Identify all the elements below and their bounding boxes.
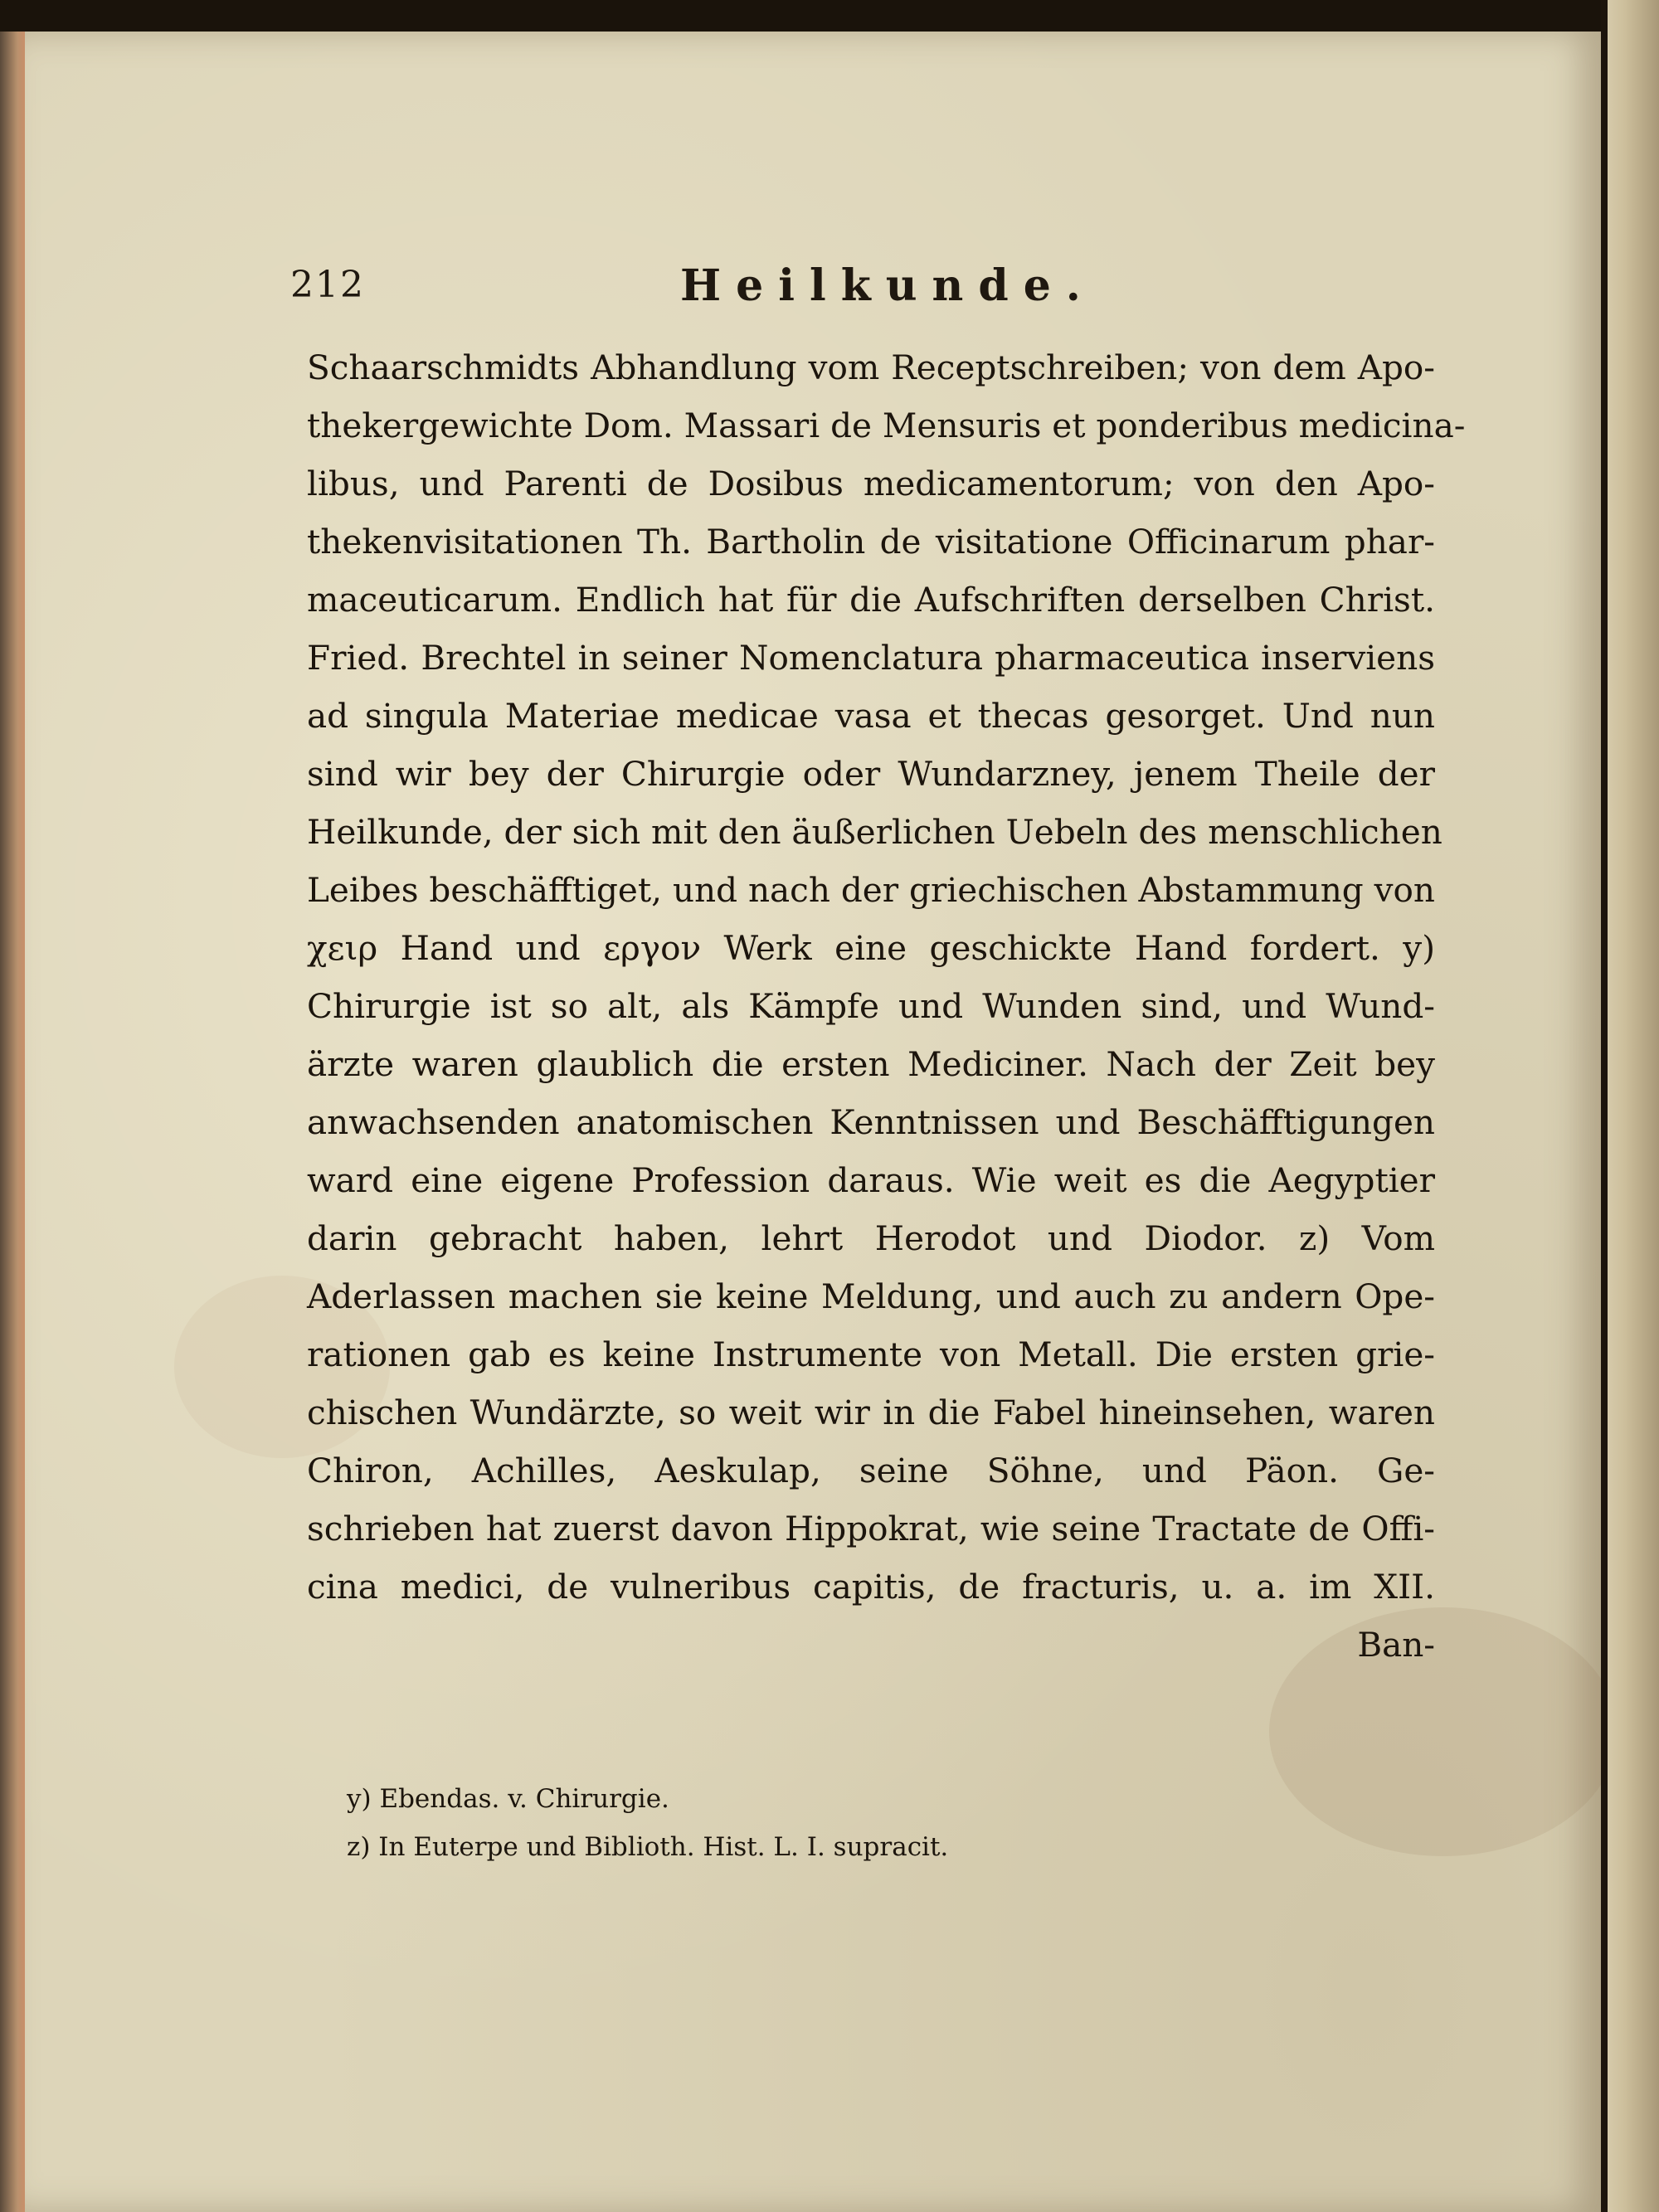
text-line: Leibes beschäfftiget, und nach der griechischen Abstammung von bbox=[307, 870, 1435, 910]
text-line: Aderlassen machen sie keine Meldung, und auch zu andern Ope- bbox=[307, 1276, 1435, 1316]
text-line: cina medici, de vulneribus capitis, de fracturis, u. a. im XII. bbox=[307, 1567, 1435, 1607]
text-line: schrieben hat zuerst davon Hippokrat, wie seine Tractate de Offi- bbox=[307, 1509, 1435, 1548]
text-line: ad singula Materiae medicae vasa et thecas gesorget. Und nun bbox=[307, 696, 1435, 736]
footnote-y: y) Ebendas. v. Chirurgie. bbox=[347, 1784, 669, 1814]
page-left-edge bbox=[0, 0, 25, 2212]
text-line: sind wir bey der Chirurgie oder Wundarzney, jenem Theile der bbox=[307, 754, 1435, 794]
catchword: Ban- bbox=[1357, 1625, 1435, 1665]
text-line: rationen gab es keine Instrumente von Metall. Die ersten grie- bbox=[307, 1334, 1435, 1374]
page-number: 212 bbox=[290, 264, 365, 306]
text-line: Chiron, Achilles, Aeskulap, seine Söhne, und Päon. Ge- bbox=[307, 1451, 1435, 1490]
text-line: Fried. Brechtel in seiner Nomenclatura pharmaceutica inserviens bbox=[307, 638, 1435, 678]
text-line: Schaarschmidts Abhandlung vom Receptschreiben; von dem Apo- bbox=[307, 348, 1435, 387]
text-line: libus, und Parenti de Dosibus medicamentorum; von den Apo- bbox=[307, 464, 1435, 503]
body-text bbox=[307, 338, 1466, 1674]
running-head bbox=[290, 260, 1435, 314]
text-line: ärzte waren glaublich die ersten Mediciner. Nach der Zeit bey bbox=[307, 1044, 1435, 1084]
next-page-edge bbox=[1601, 0, 1659, 2212]
text-line: anwachsenden anatomischen Kenntnissen und Beschäfftigungen bbox=[307, 1102, 1435, 1142]
footnote-z: z) In Euterpe und Biblioth. Hist. L. I. supracit. bbox=[347, 1832, 949, 1862]
text-line: thekergewichte Dom. Massari de Mensuris et ponderibus medicina- bbox=[307, 406, 1466, 445]
book-gutter bbox=[1601, 0, 1608, 2212]
text-line: chischen Wundärzte, so weit wir in die Fabel hineinsehen, waren bbox=[307, 1393, 1435, 1432]
text-line: maceuticarum. Endlich hat für die Aufschriften derselben Christ. bbox=[307, 580, 1435, 620]
text-line: darin gebracht haben, lehrt Herodot und Diodor. z) Vom bbox=[307, 1218, 1435, 1258]
text-line: ward eine eigene Profession daraus. Wie weit es die Aegyptier bbox=[307, 1160, 1435, 1200]
scan-top-border bbox=[0, 0, 1659, 32]
text-line: Heilkunde, der sich mit den äußerlichen Uebeln des menschlichen bbox=[307, 812, 1443, 852]
text-line: Chirurgie ist so alt, als Kämpfe und Wunden sind, und Wund- bbox=[307, 986, 1435, 1026]
running-title: Heilkunde. bbox=[680, 260, 1096, 311]
footnotes bbox=[347, 1775, 1425, 1871]
text-line: χειρ Hand und εργον Werk eine geschickte Hand fordert. y) bbox=[307, 928, 1435, 968]
text-line: thekenvisitationen Th. Bartholin de visitatione Officinarum phar- bbox=[307, 522, 1435, 562]
